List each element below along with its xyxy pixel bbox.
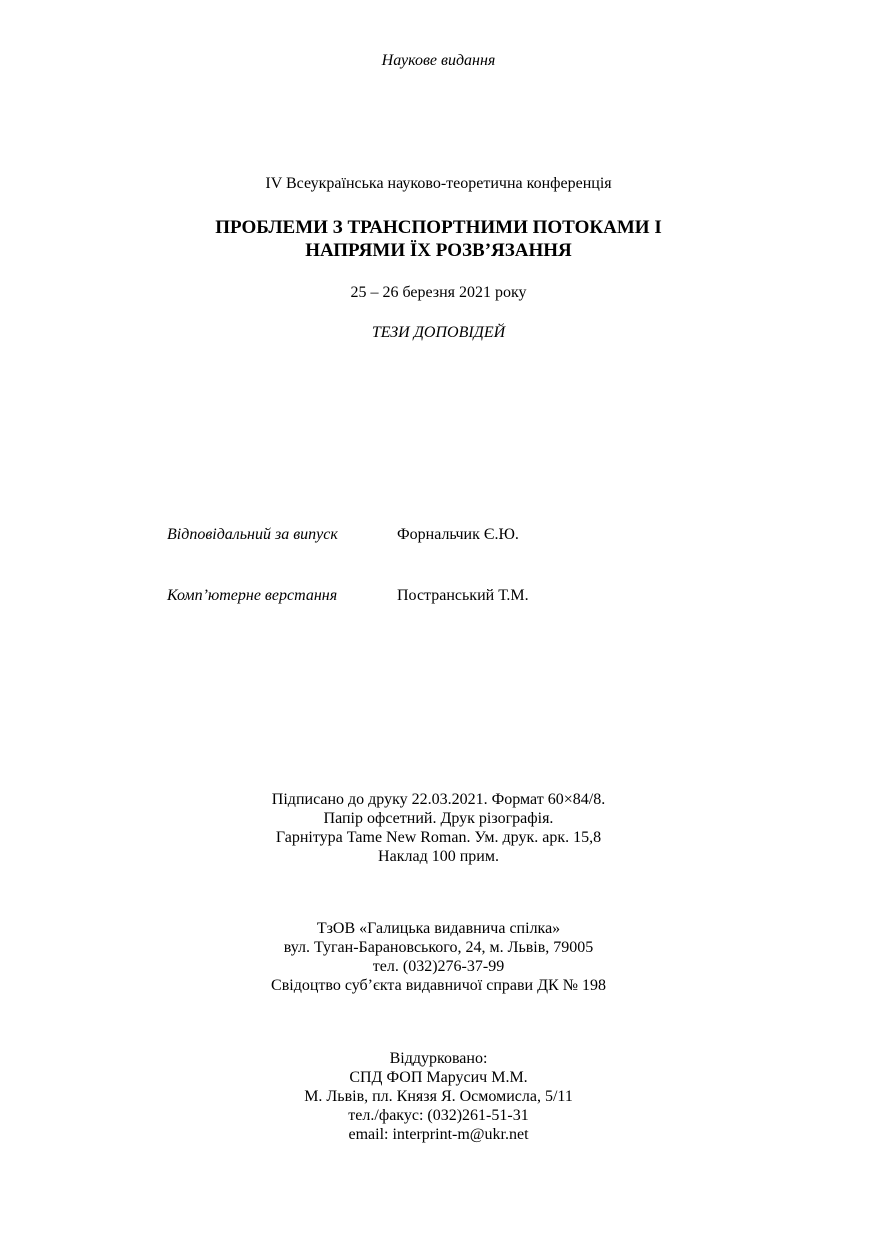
printer-line: Віддурковано: [389,1050,488,1067]
publisher-line: ТзОВ «Галицька видавнича спілка» [316,920,561,937]
printer-line: М. Львів, пл. Князя Я. Осмомисла, 5/11 [304,1088,573,1105]
conference-dates: 25 – 26 березня 2021 року [350,284,527,301]
printer-line: тел./факус: (032)261-51-31 [348,1107,529,1124]
conference-title [0,216,877,262]
conference-title-line: ПРОБЛЕМИ З ТРАНСПОРТНИМИ ПОТОКАМИ І [215,217,662,238]
printer-line: СПД ФОП Марусич М.М. [349,1069,528,1086]
publisher-info [0,919,877,995]
printer-info [0,1049,877,1144]
print-info-line: Папір офсетний. Друк різографія. [323,810,554,827]
credit-role: Комп’ютерне верстання [167,587,338,604]
conference-title-line: НАПРЯМИ ЇХ РОЗВ’ЯЗАННЯ [305,240,572,261]
credit-person: Форнальчик Є.Ю. [397,526,519,543]
print-info-line: Наклад 100 прим. [378,848,499,865]
series-label: Наукове видання [381,52,496,69]
publisher-line: вул. Туган-Барановського, 24, м. Львів, 79005 [283,939,594,956]
print-info-line: Гарнітура Tame New Roman. Ум. друк. арк. 15,8 [275,829,602,846]
document-subtitle: ТЕЗИ ДОПОВІДЕЙ [371,324,506,341]
credit-row [0,586,877,606]
credit-person: Постранський Т.М. [397,587,529,604]
credit-row [0,525,877,545]
printer-email: email: interprint-m@ukr.net [348,1126,529,1143]
print-info-line: Підписано до друку 22.03.2021. Формат 60×84/8. [271,791,606,808]
print-info [0,790,877,866]
publisher-line: Свідоцтво суб’єкта видавничої справи ДК № 198 [271,977,606,994]
credit-role: Відповідальний за випуск [167,526,338,543]
publisher-line: тел. (032)276-37-99 [372,958,505,975]
conference-name: IV Всеукраїнська науково-теоретична конференція [265,175,612,192]
